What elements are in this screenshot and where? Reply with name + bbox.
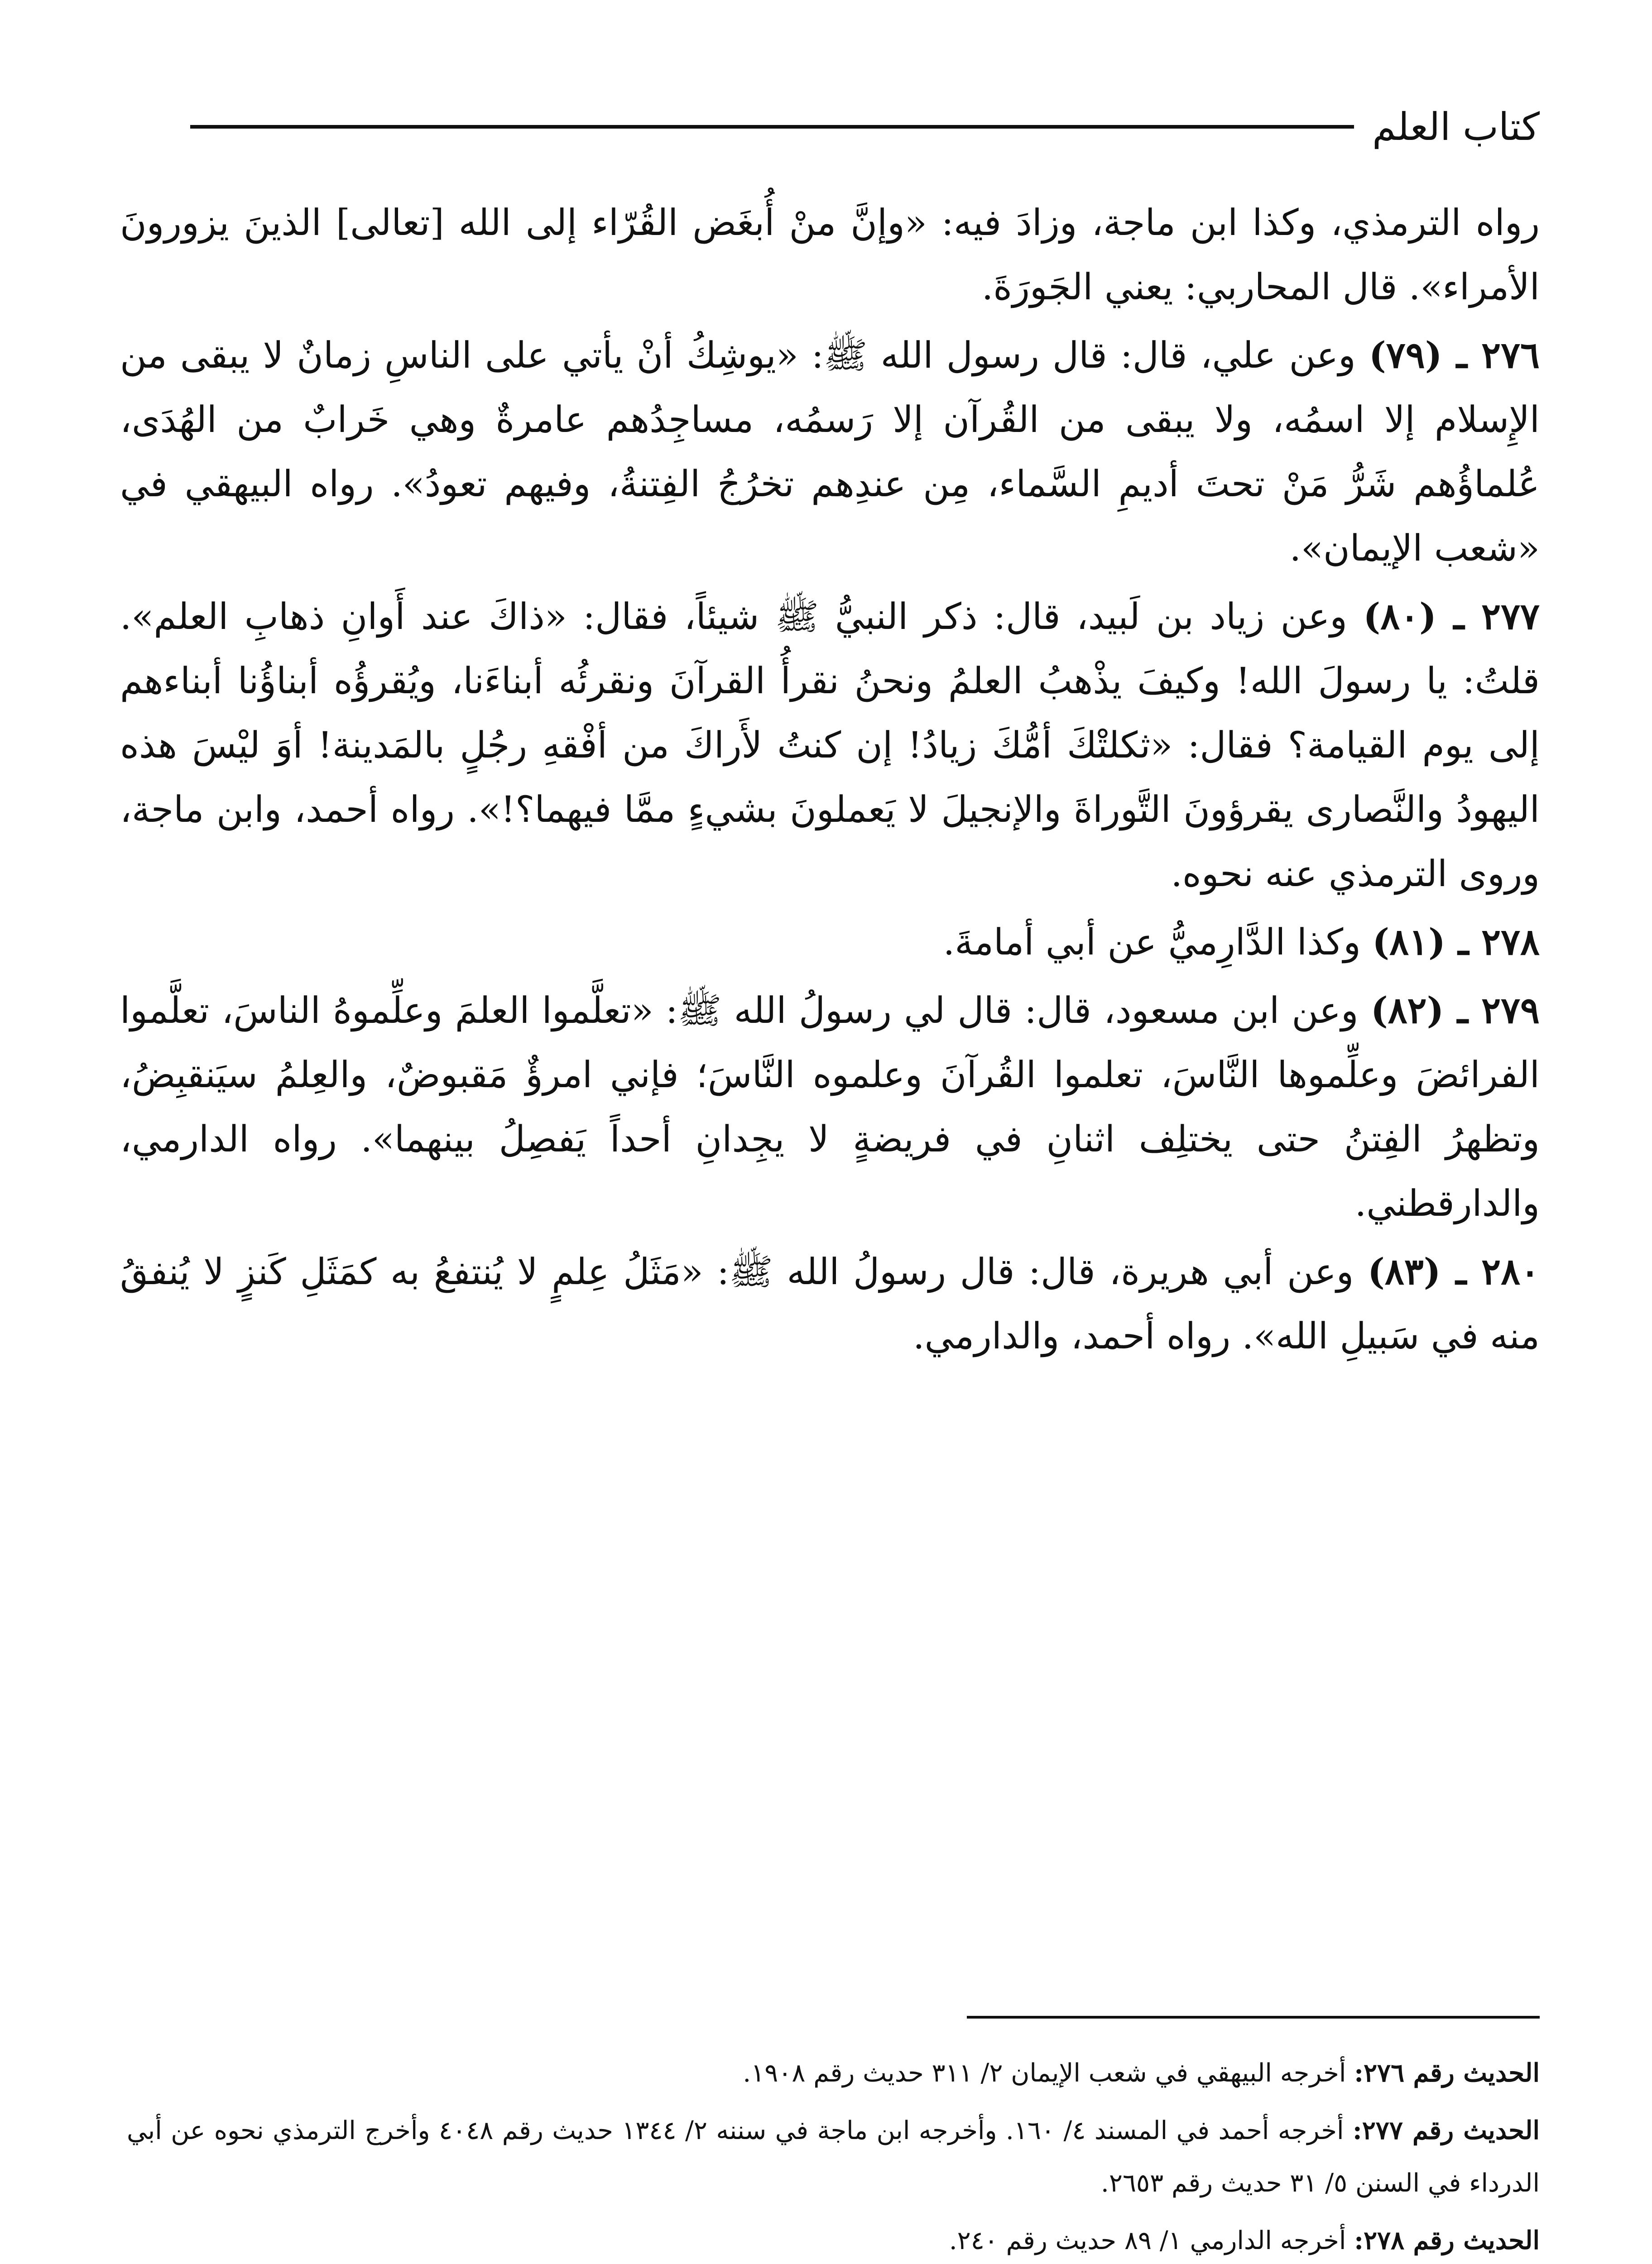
chapter-title: كتاب العلم [1372,105,1540,149]
footnote [127,2104,1540,2210]
paragraph-text: رواه الترمذي، وكذا ابن ماجة، وزادَ فيه: «وإنَّ منْ أُبغَض القُرّاء إلى الله [تعالى] الذينَ يزورونَ الأمراء». قال المحاربي: يعني الجَورَةَ. [120,201,1540,308]
footnote-label: الحديث رقم ٢٧٦: [1354,2058,1540,2088]
footnote-text: أخرجه البيهقي في شعب الإيمان ٢/ ٣١١ حديث رقم ١٩٠٨. [743,2058,1346,2088]
hadith-number: ٢٧٨ ـ (٨١) [1372,921,1540,963]
paragraph [120,323,1540,580]
hadith-number: ٢٧٦ ـ (٧٩) [1369,334,1540,376]
footnote-separator [967,2016,1540,2019]
paragraph-text: وكذا الدَّارِميُّ عن أبي أمامةَ. [943,921,1361,963]
footnote-label: الحديث رقم ٢٧٧: [1353,2115,1540,2145]
header-rule [190,125,1354,129]
footnote-label: الحديث رقم ٢٧٨: [1354,2226,1540,2255]
paragraph [120,978,1540,1236]
page-header [190,88,1540,165]
footnote [127,2214,1540,2264]
paragraph-text: وعن أبي هريرة، قال: قال رسولُ الله ﷺ: «مَثَلُ عِلمٍ لا يُنتفعُ به كمَثَلِ كَنزٍ لا يُنفقُ منه في سَبيلِ الله». رواه أحمد، والدارمي. [120,1251,1540,1357]
main-text [120,190,1540,1372]
footnote-text: أخرجه أحمد في المسند ٤/ ١٦٠. وأخرجه ابن ماجة في سننه ٢/ ١٣٤٤ حديث رقم ٤٠٤٨ وأخرج الترمذي نحوه عن أبي الدرداء في السنن ٥/ ٣١ حديث رقم ٢٦٥٣. [127,2116,1540,2198]
footnote [127,2047,1540,2100]
paragraph-text: وعن علي، قال: قال رسول الله ﷺ: «يوشِكُ أنْ يأتي على الناسِ زمانٌ لا يبقى من الإِسلام إلا اسمُه، ولا يبقى من القُرآن إلا رَسمُه، مساجِدُهم عامرةٌ وهي خَرابٌ من الهُدَى، عُلماؤُهم شَرُّ مَنْ تحتَ أديمِ السَّماء، مِن عندِهم تخرُجُ الفِتنةُ، وفيهم تعودُ». رواه البيهقي في «شعب الإيمان». [120,334,1540,569]
paragraph [120,1239,1540,1368]
hadith-number: ٢٨٠ ـ (٨٣) [1367,1250,1540,1293]
hadith-number: ٢٧٩ ـ (٨٢) [1370,989,1540,1031]
paragraph [120,910,1540,974]
footnote-text: أخرجه الدارمي ١/ ٨٩ حديث رقم ٢٤٠. [949,2226,1346,2255]
paragraph-text: وعن ابن مسعود، قال: قال لي رسولُ الله ﷺ: «تعلَّموا العلمَ وعلِّموهُ الناسَ، تعلَّموا الفرائضَ وعلِّموها النَّاسَ، تعلموا القُرآنَ وعلموه النَّاسَ؛ فإني امرؤٌ مَقبوضٌ، والعِلمُ سيَنقبِضُ، وتظهرُ الفِتنُ حتى يختلِف اثنانِ في فريضةٍ لا يجِدانِ أحداً يَفصِلُ بينهما». رواه الدارمي، والدارقطني. [120,989,1540,1224]
paragraph-text: وعن زياد بن لَبيد، قال: ذكر النبيُّ ﷺ شيئاً، فقال: «ذاكَ عند أَوانِ ذهابِ العلم». قلتُ: يا رسولَ الله! وكيفَ يذْهبُ العلمُ ونحنُ نقرأُ القرآنَ ونقرئُه أبناءَنا، ويُقرؤُه أبناؤُنا أبناءهم إلى يوم القيامة؟ فقال: «ثكلتْكَ أمُّكَ زيادُ! إن كنتُ لأَراكَ من أفْقهِ رجُلٍ بالمَدينة! أوَ ليْسَ هذه اليهودُ والنَّصارى يقرؤونَ التَّوراةَ والإنجيلَ لا يَعملونَ بشيءٍ ممَّا فيهما؟!». رواه أحمد، وابن ماجة، وروى الترمذي عنه نحوه. [120,595,1540,895]
paragraph [120,584,1540,906]
hadith-number: ٢٧٧ ـ (٨٠) [1363,595,1540,638]
paragraph [120,190,1540,319]
footnotes [127,2047,1540,2264]
